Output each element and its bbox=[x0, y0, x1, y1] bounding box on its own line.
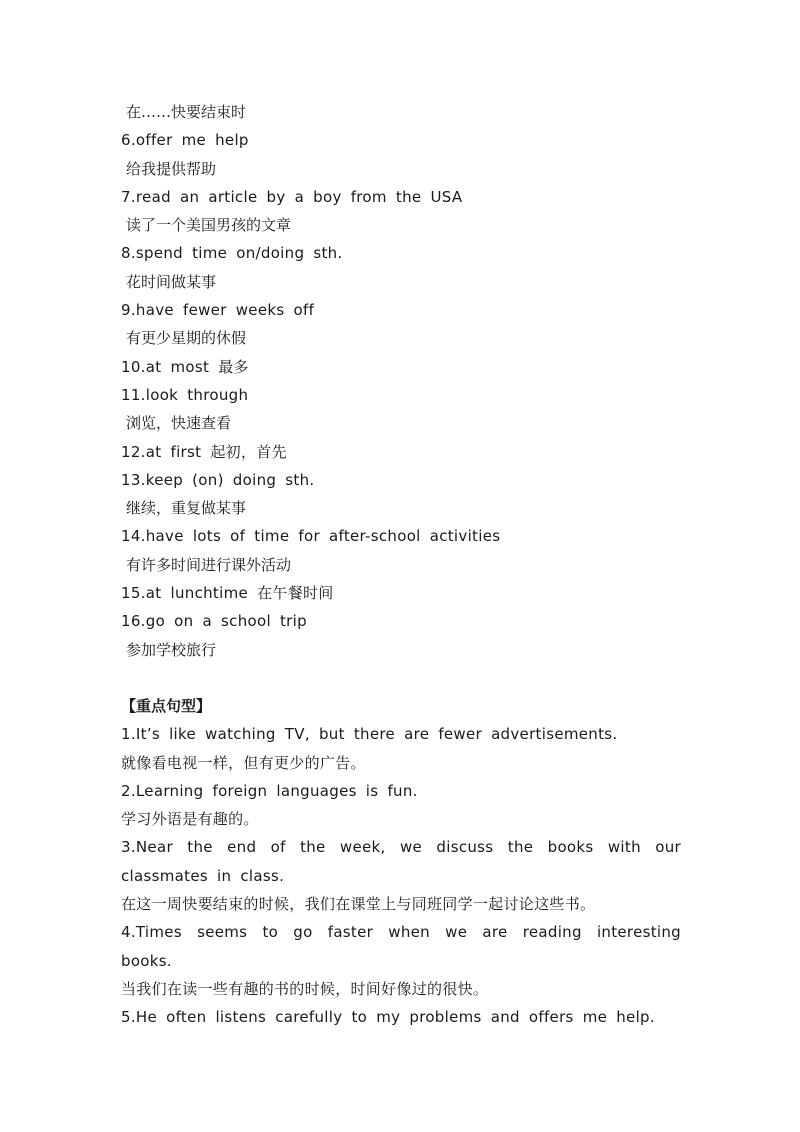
phrase-12: 12.at first 起初，首先 bbox=[121, 442, 287, 461]
phrase-11: 11.look through bbox=[121, 385, 249, 404]
phrase-8: 8.spend time on/doing sth. bbox=[121, 244, 343, 263]
phrase-13: 13.keep (on) doing sth. bbox=[121, 470, 315, 489]
phrase-16: 16.go on a school trip bbox=[121, 612, 307, 631]
document-content bbox=[121, 98, 681, 1032]
phrase-6-translation: 给我提供帮助 bbox=[126, 159, 217, 178]
sentence-4: 4.Times seems to go faster when we are reading interesting books. bbox=[121, 923, 681, 970]
sentence-4-translation: 当我们在读一些有趣的书的时候，时间好像过的很快。 bbox=[121, 979, 489, 998]
sentence-1-translation: 就像看电视一样，但有更少的广告。 bbox=[121, 753, 366, 772]
section-heading: 【重点句型】 bbox=[121, 696, 212, 715]
phrase-5-translation: 在……快要结束时 bbox=[126, 103, 247, 121]
phrase-7-translation: 读了一个美国男孩的文章 bbox=[126, 216, 292, 235]
phrase-15: 15.at lunchtime 在午餐时间 bbox=[121, 584, 334, 603]
phrase-9-translation: 有更少星期的休假 bbox=[126, 329, 247, 348]
phrase-16-translation: 参加学校旅行 bbox=[126, 640, 217, 659]
sentence-3-translation: 在这一周快要结束的时候，我们在课堂上与同班同学一起讨论这些书。 bbox=[121, 895, 596, 914]
phrase-9: 9.have fewer weeks off bbox=[121, 301, 315, 320]
phrase-8-translation: 花时间做某事 bbox=[126, 272, 217, 291]
phrase-13-translation: 继续，重复做某事 bbox=[126, 499, 247, 518]
section-gap bbox=[121, 664, 681, 692]
phrase-10: 10.at most 最多 bbox=[121, 357, 249, 376]
sentence-2: 2.Learning foreign languages is fun. bbox=[121, 781, 418, 800]
phrase-6: 6.offer me help bbox=[121, 131, 249, 150]
phrase-14-translation: 有许多时间进行课外活动 bbox=[126, 555, 292, 574]
sentence-3: 3.Near the end of the week, we discuss the books with our classmates in class. bbox=[121, 838, 681, 885]
phrase-7: 7.read an article by a boy from the USA bbox=[121, 187, 463, 206]
phrase-11-translation: 浏览，快速查看 bbox=[126, 414, 232, 433]
sentence-2-translation: 学习外语是有趣的。 bbox=[121, 810, 259, 829]
phrase-14: 14.have lots of time for after-school activities bbox=[121, 527, 501, 546]
sentence-5: 5.He often listens carefully to my problems and offers me help. bbox=[121, 1008, 655, 1027]
sentence-1: 1.It’s like watching TV, but there are fewer advertisements. bbox=[121, 725, 618, 744]
